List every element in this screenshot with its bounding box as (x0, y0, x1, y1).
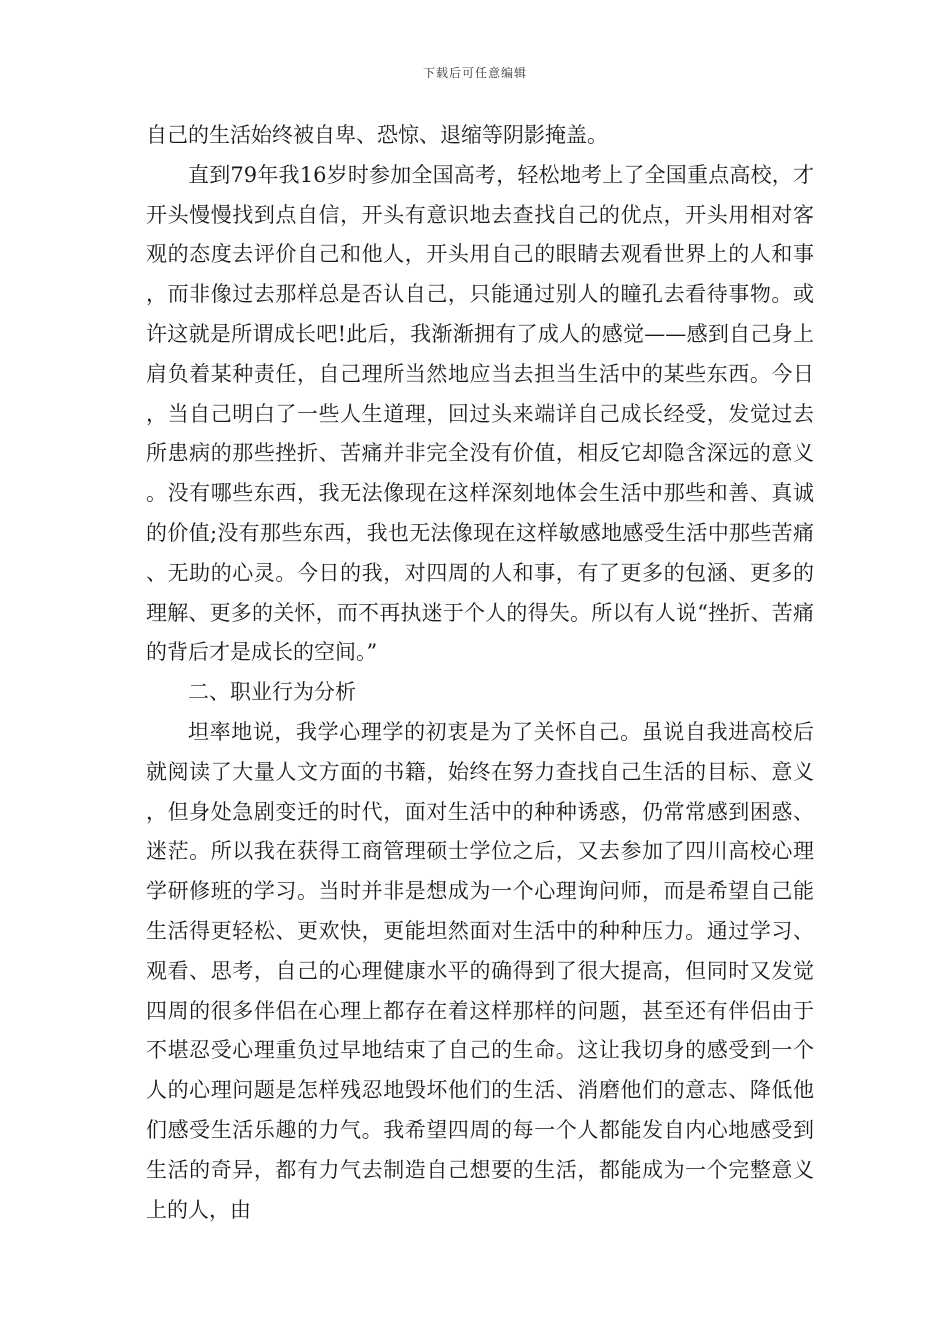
document-body (146, 116, 814, 1230)
page-header: 下载后可任意编辑 (422, 66, 527, 80)
paragraph-growth: 直到79年我16岁时参加全国高考，轻松地考上了全国重点高校，才开头慢慢找到点自信，开头有意识地去查找自己的优点，开头用相对客观的态度去评价自己和他人，开头用自己的眼睛去观看世界上的人和事，而非像过去那样总是否认自己，只能通过别人的瞳孔去看待事物。或许这就是所谓成长吧!此后，我渐渐拥有了成人的感觉——感到自己身上肩负着某种责任，自己理所当然地应当去担当生活中的某些东西。今日，当自己明白了一些人生道理，回过头来端详自己成长经受，发觉过去所患病的那些挫折、苦痛并非完全没有价值，相反它却隐含深远的意义。没有哪些东西，我无法像现在这样深刻地体会生活中那些和善、真诚的价值;没有那些东西，我也无法像现在这样敏感地感受生活中那些苦痛、无助的心灵。今日的我，对四周的人和事，有了更多的包涵、更多的理解、更多的关怀，而不再执迷于个人的得失。所以有人说“挫折、苦痛的背后才是成长的空间。” (146, 162, 814, 665)
paragraph-psychology: 坦率地说，我学心理学的初衷是为了关怀自己。虽说自我进高校后就阅读了大量人文方面的书籍，始终在努力查找自己生活的目标、意义，但身处急剧变迁的时代，面对生活中的种种诱惑，仍常常感到困惑、迷茫。所以我在获得工商管理硕士学位之后，又去参加了四川高校心理学研修班的学习。当时并非是想成为一个心理询问师，而是希望自己能生活得更轻松、更欢快，更能坦然面对生活中的种种压力。通过学习、观看、思考，自己的心理健康水平的确得到了很大提高，但同时又发觉四周的很多伴侣在心理上都存在着这样那样的问题，甚至还有伴侣由于不堪忍受心理重负过早地结束了自己的生命。这让我切身的感受到一个人的心理问题是怎样残忍地毁坏他们的生活、消磨他们的意志、降低他们感受生活乐趣的力气。我希望四周的每一个人都能发自内心地感受到生活的奇异，都有力气去制造自己想要的生活，都能成为一个完整意义上的人，由 (146, 719, 814, 1222)
section-heading-career-behavior: 二、职业行为分析 (188, 680, 356, 705)
paragraph-continuation: 自己的生活始终被自卑、恐惊、退缩等阴影掩盖。 (146, 123, 608, 147)
